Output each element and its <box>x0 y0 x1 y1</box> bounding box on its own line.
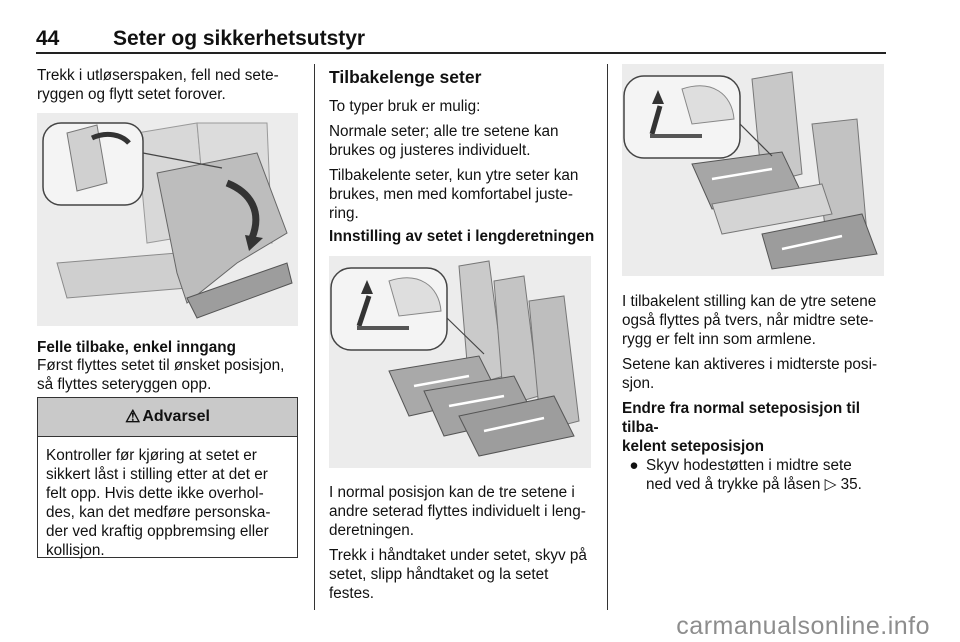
col2-text-lower: I normal posisjon kan de tre setene i andre seterad flyttes individuelt i leng- deretningen. Trekk i håndtaket under setet, skyv på setet, slipp håndtaket og la setet festes. <box>329 484 587 602</box>
watermark: carmanualsonline.info <box>676 612 930 640</box>
warning-header <box>38 398 297 437</box>
warning-box <box>37 397 298 558</box>
col2-text: To typer bruk er mulig: Normale seter; alle tre setene kan brukes og justeres individuelt. Tilbakelente seter, kun ytre seter kan brukes, men med komfortabel juste- ring. <box>329 98 579 222</box>
warning-text: Kontroller før kjøring at setet er sikkert låst i stilling etter at det er felt opp. Hvis dette ikke overhol- des, kan det medføre personska- der ved kraftig oppbremsing eller kollisjon. <box>46 447 271 559</box>
bullet-icon: ● <box>629 457 639 474</box>
page-reference-link[interactable]: 35. <box>840 476 862 493</box>
col2-subheading: Innstilling av setet i lengderetningen <box>329 228 595 245</box>
page-title: Seter og sikkerhetsutstyr <box>113 27 366 50</box>
seat-fold-illustration <box>37 113 298 326</box>
col1-intro: Trekk i utløserspaken, fell ned sete- ryggen og flytt setet forover. <box>37 67 279 103</box>
warning-triangle-icon: ⚠ <box>125 407 141 426</box>
seat-slide-illustration <box>329 256 591 468</box>
col3-subheading: Endre fra normal seteposisjon til tilba- kelent seteposisjon <box>622 400 861 455</box>
figure-seat-fold <box>37 113 298 326</box>
figure-seat-recline <box>622 64 884 276</box>
header-rule <box>36 52 886 54</box>
column-divider-2 <box>607 64 608 610</box>
warning-title: Advarsel <box>142 408 210 425</box>
col1-subheading: Felle tilbake, enkel inngang <box>37 339 236 356</box>
page-number: 44 <box>36 27 60 50</box>
col2-heading: Tilbakelenge seter <box>329 67 482 87</box>
reference-arrow-icon: ▷ <box>824 476 841 493</box>
col1-body: Først flyttes setet til ønsket posisjon, så flyttes seteryggen opp. <box>37 357 285 393</box>
column-divider-1 <box>314 64 315 610</box>
col3-text: I tilbakelent stilling kan de ytre setene også flyttes på tvers, når midtre sete- rygg er felt inn som armlene. Setene kan aktiveres i midterste posi- sjon. Endre fra normal seteposisjon til tilba- kelent seteposisjon ● Skyv hodestøtten i midtre sete ned ved å trykke på låsen ▷ 35. <box>622 292 892 494</box>
figure-seat-slide <box>329 256 591 468</box>
list-item: ● Skyv hodestøtten i midtre sete ned ved å trykke på låsen ▷ 35. <box>622 456 892 494</box>
seat-recline-illustration <box>622 64 884 276</box>
